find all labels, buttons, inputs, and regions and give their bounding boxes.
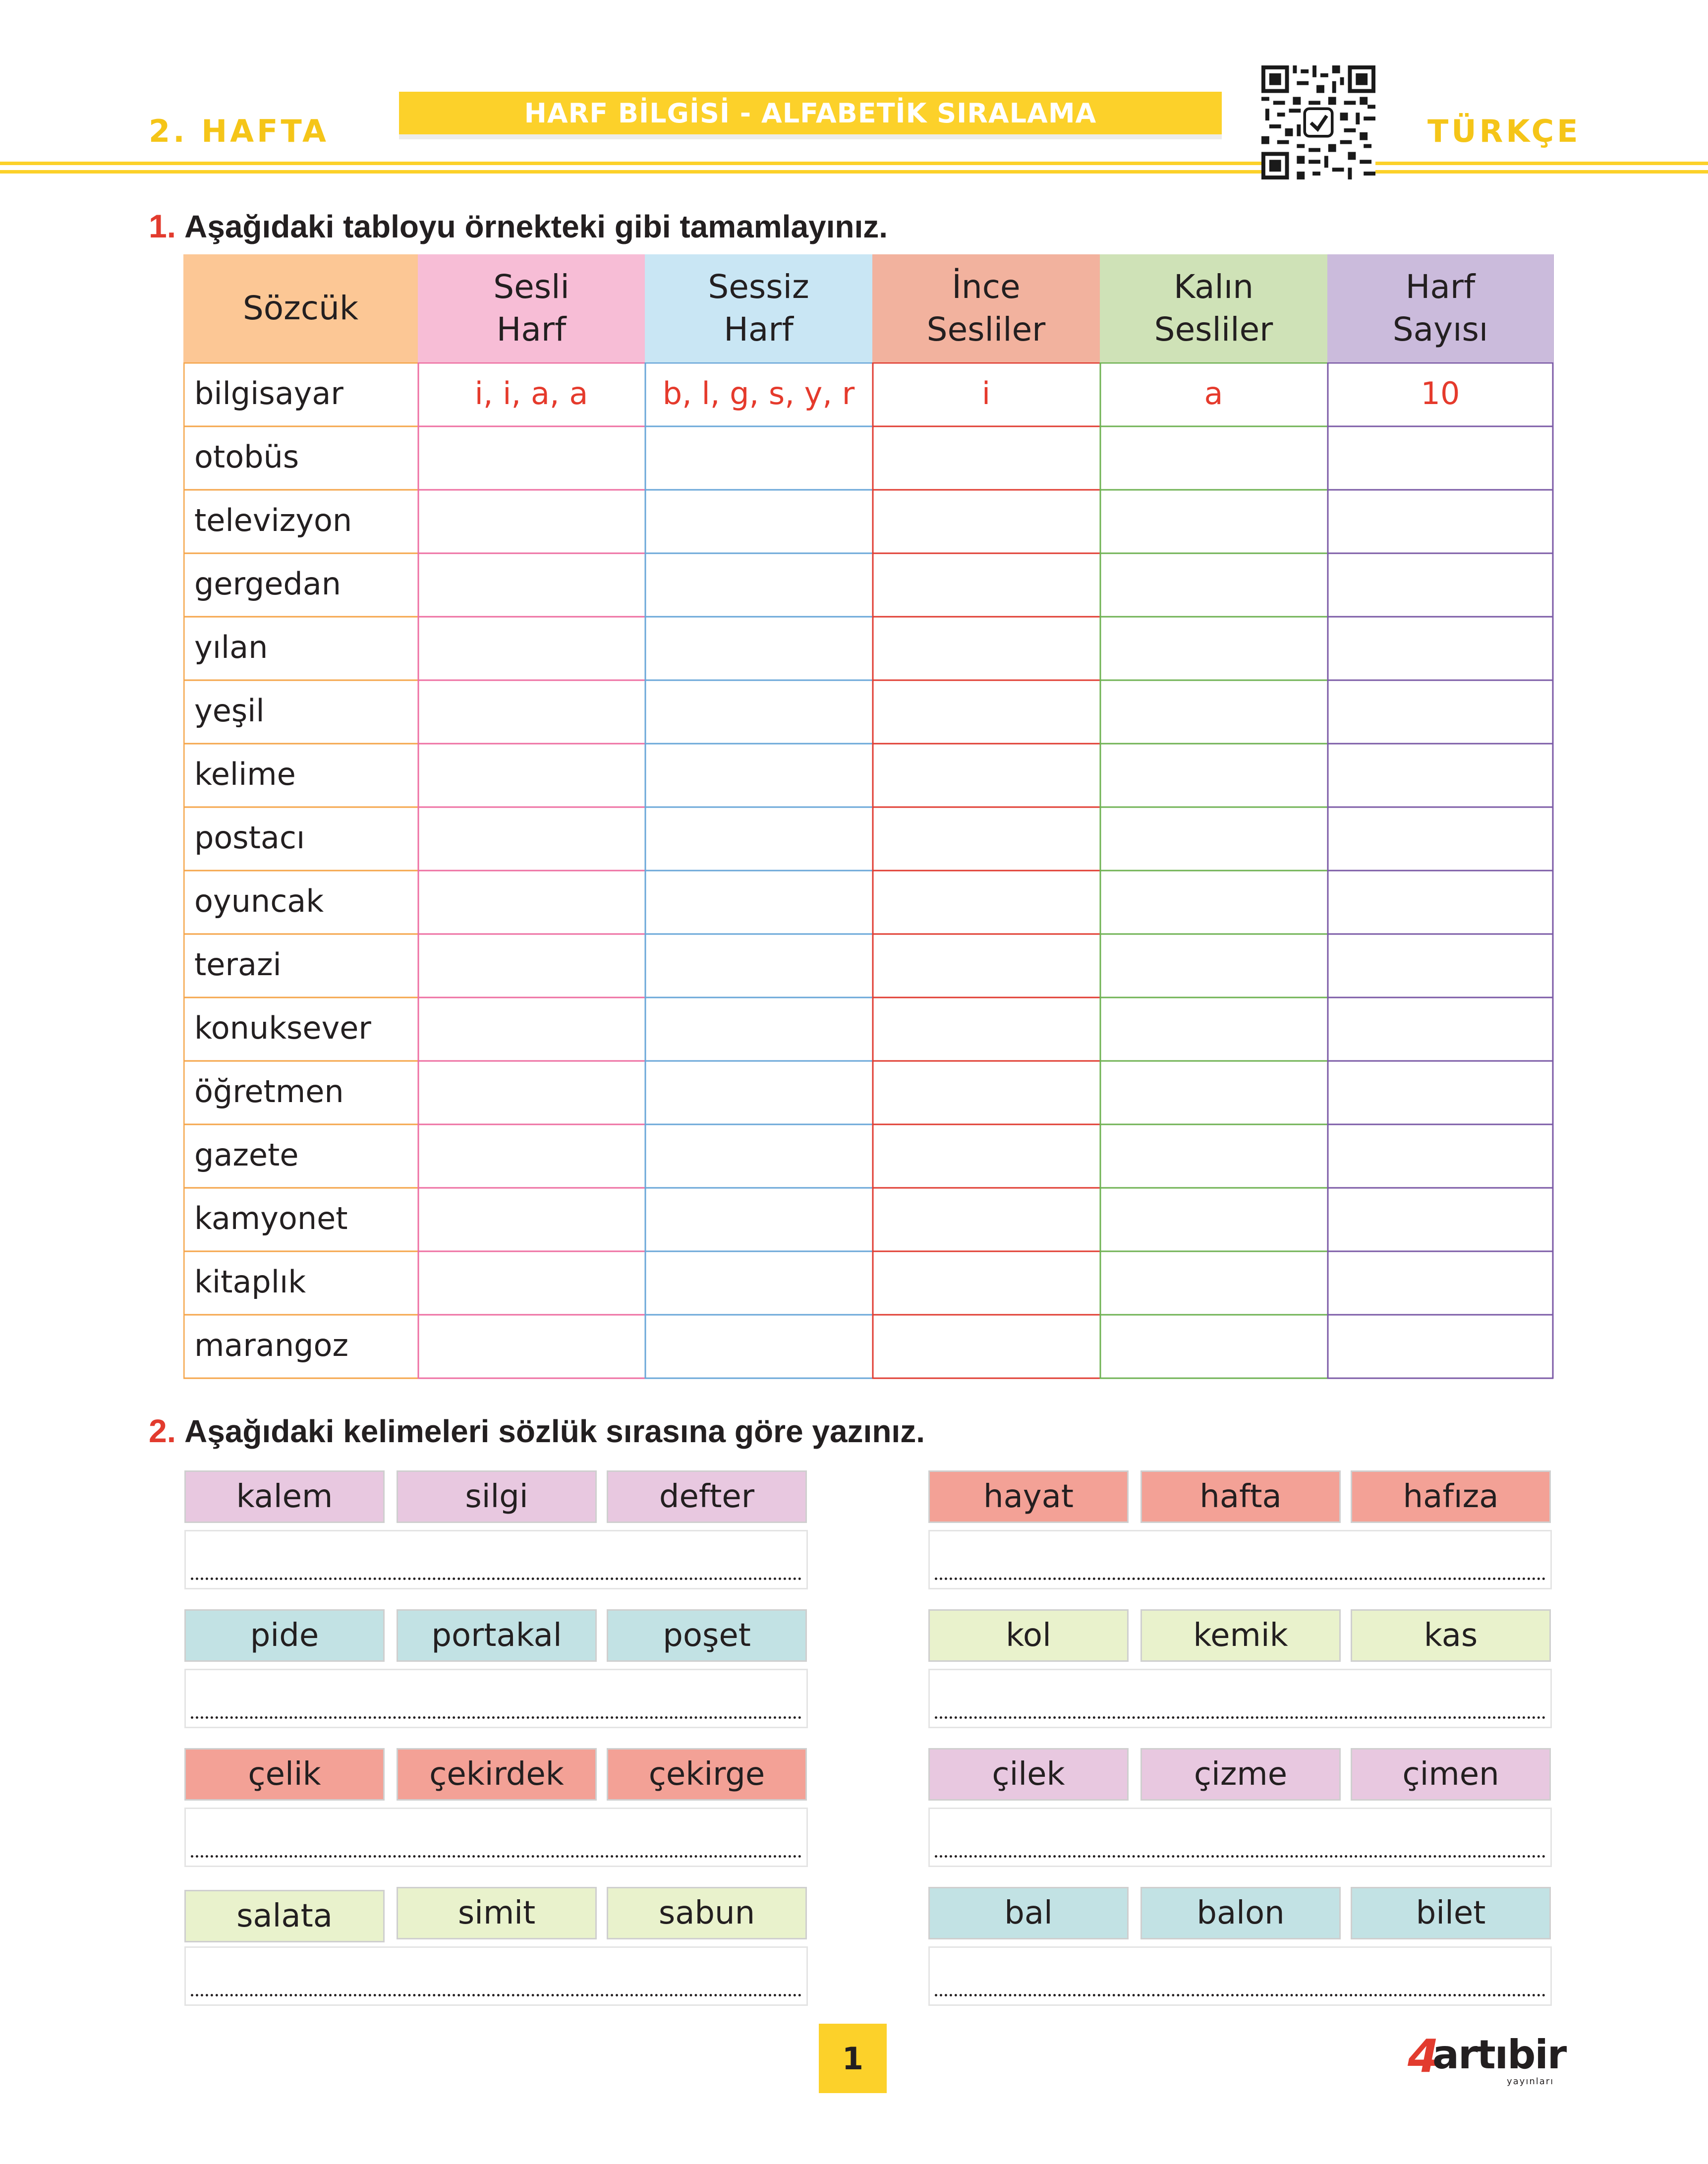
table-row-word: gazete	[194, 1137, 299, 1173]
logo-wordmark: artıbir	[1432, 2032, 1566, 2078]
word-box: çizme	[1140, 1748, 1341, 1801]
table-row-word: öğretmen	[194, 1073, 344, 1110]
column-header-sessiz-harf: Sessiz Harf	[645, 254, 872, 362]
word-box: çelik	[184, 1748, 385, 1801]
table-row-word: yeşil	[194, 693, 265, 729]
word-box: çekirdek	[397, 1748, 597, 1801]
word-box: poşet	[607, 1609, 807, 1662]
word-box: simit	[397, 1887, 597, 1939]
word-box: kemik	[1140, 1609, 1341, 1662]
answer-field[interactable]	[184, 1946, 808, 2006]
word-box: bilet	[1351, 1887, 1551, 1939]
example-sessiz-harf: b, l, g, s, y, r	[662, 375, 855, 411]
table-row-word: terazi	[194, 946, 282, 983]
column-header-ince-sesliler: İnce Sesliler	[872, 254, 1100, 362]
answer-field[interactable]	[928, 1669, 1552, 1728]
table-row-word: postacı	[194, 819, 305, 856]
word-box: hafıza	[1351, 1470, 1551, 1523]
table-row-word: marangoz	[194, 1327, 348, 1363]
header-rule-top	[0, 162, 1708, 165]
example-word: bilgisayar	[194, 375, 343, 411]
word-box: kol	[928, 1609, 1129, 1662]
question-1-text: Aşağıdaki tabloyu örnekteki gibi tamamlayınız.	[184, 209, 888, 244]
answer-field[interactable]	[184, 1669, 808, 1728]
example-harf-sayisi: 10	[1421, 375, 1460, 411]
column-header-kalin-sesliler: Kalın Sesliler	[1100, 254, 1327, 362]
word-box: hayat	[928, 1470, 1129, 1523]
example-sesli-harf: i, i, a, a	[474, 375, 588, 411]
table-grid	[183, 254, 1554, 1381]
word-box: balon	[1140, 1887, 1341, 1939]
column-header-sozcuk: Sözcük	[183, 254, 418, 362]
table-row-word: oyuncak	[194, 883, 324, 919]
word-box: hafta	[1140, 1470, 1341, 1523]
table-row-word: kamyonet	[194, 1200, 348, 1236]
page-title: HARF BİLGİSİ - ALFABETİK SIRALAMA	[399, 92, 1222, 134]
answer-field[interactable]	[928, 1808, 1552, 1867]
page-number: 1	[819, 2024, 887, 2093]
word-box: çekirge	[607, 1748, 807, 1801]
logo-subtitle: yayınları	[1507, 2076, 1554, 2087]
column-header-harf-sayisi: Harf Sayısı	[1327, 254, 1553, 362]
table-row-word: televizyon	[194, 502, 352, 538]
question-1-number: 1.	[149, 208, 176, 244]
word-box: kas	[1351, 1609, 1551, 1662]
answer-field[interactable]	[928, 1530, 1552, 1589]
word-box: portakal	[397, 1609, 597, 1662]
word-box: bal	[928, 1887, 1129, 1939]
table-row-word: otobüs	[194, 439, 299, 475]
word-box: çimen	[1351, 1748, 1551, 1801]
answer-field[interactable]	[928, 1946, 1552, 2006]
word-box: sabun	[607, 1887, 807, 1939]
answer-field[interactable]	[184, 1530, 808, 1589]
table-row-word: kelime	[194, 756, 296, 792]
word-box: defter	[607, 1470, 807, 1523]
table-row-word: konuksever	[194, 1010, 371, 1046]
question-2-number: 2.	[149, 1412, 176, 1449]
logo-number: 4	[1408, 2030, 1440, 2083]
subject-label: TÜRKÇE	[1427, 113, 1581, 149]
word-box: silgi	[397, 1470, 597, 1523]
answer-field[interactable]	[184, 1808, 808, 1867]
letter-table	[183, 254, 1553, 1380]
example-ince-sesliler: i	[981, 375, 991, 411]
example-kalin-sesliler: a	[1204, 375, 1223, 411]
header-rule-bottom	[0, 170, 1708, 174]
column-header-sesli-harf: Sesli Harf	[418, 254, 645, 362]
word-box: pide	[184, 1609, 385, 1662]
word-box: kalem	[184, 1470, 385, 1523]
question-2-text: Aşağıdaki kelimeleri sözlük sırasına göre yazınız.	[184, 1413, 925, 1449]
qr-code-icon[interactable]	[1261, 65, 1375, 179]
publisher-logo	[1408, 2030, 1566, 2087]
word-box: salata	[184, 1890, 385, 1942]
table-row-word: gergedan	[194, 566, 342, 602]
week-label: 2. HAFTA	[149, 113, 329, 149]
word-box: çilek	[928, 1748, 1129, 1801]
table-row-word: kitaplık	[194, 1264, 306, 1300]
table-row-word: yılan	[194, 629, 268, 665]
